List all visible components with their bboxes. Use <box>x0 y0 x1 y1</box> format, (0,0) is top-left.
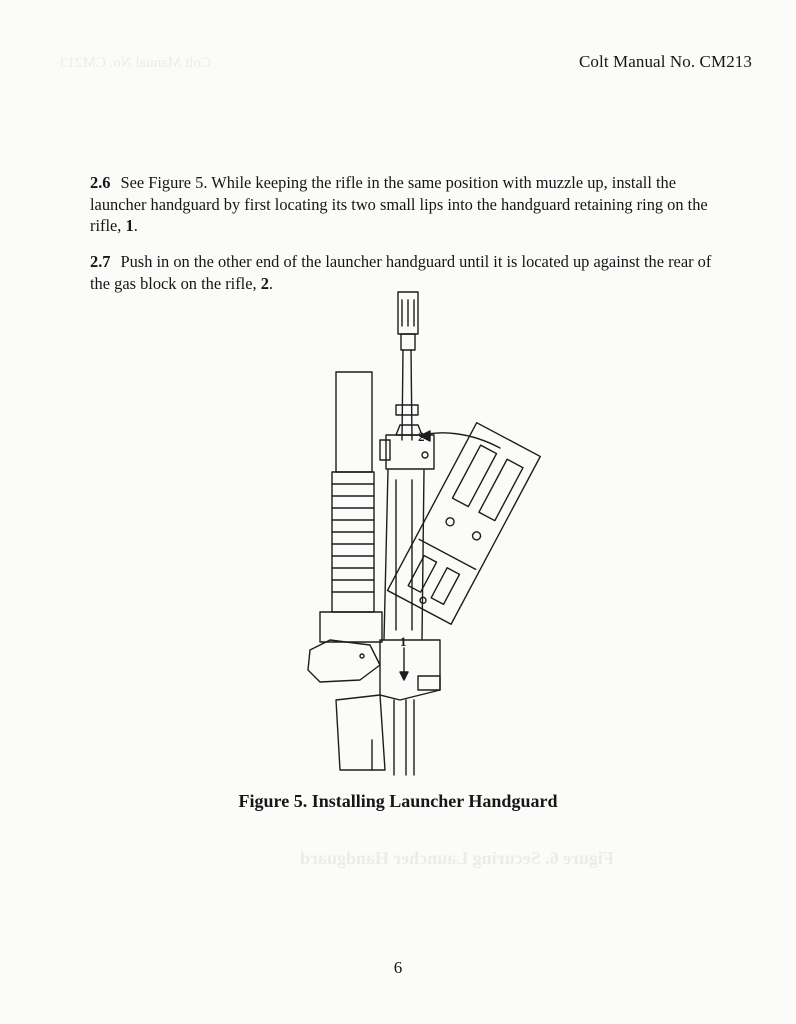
page-number: 6 <box>393 958 403 977</box>
paragraph-number: 2.7 <box>90 252 111 271</box>
paragraph-number: 2.6 <box>90 173 111 192</box>
manual-number-header: Colt Manual No. CM213 <box>578 52 752 71</box>
paragraph-2-7: 2.7 Push in on the other end of the launcher handguard until it is located up against the rear of the gas block on the rifle, 2. <box>90 252 712 293</box>
paragraph-text: Push in on the other end of the launcher handguard until it is located up against the rear of the gas block on the rifle, <box>90 252 712 293</box>
bleed-through-caption: Figure 6. Securing Launcher Handguard <box>300 848 614 868</box>
figure-caption: Figure 5. Installing Launcher Handguard <box>238 791 558 811</box>
callout-2-label: 2 <box>418 429 425 444</box>
paragraph-2-6: 2.6 See Figure 5. While keeping the rifle in the same position with muzzle up, install the launcher handguard by first locating its two small lips into the handguard retaining ring on the rifle, 1. <box>90 173 708 235</box>
paragraph-text: See Figure 5. While keeping the rifle in the same position with muzzle up, install the launcher handguard by first locating its two small lips into the handguard retaining ring on the rifle, <box>90 173 708 235</box>
callout-1-label: 1 <box>400 634 407 649</box>
bleed-through-header: Colt Manual No. CM213 <box>60 55 211 71</box>
paragraph-callout: 1 <box>125 216 134 235</box>
paragraph-callout: 2 <box>260 273 269 293</box>
